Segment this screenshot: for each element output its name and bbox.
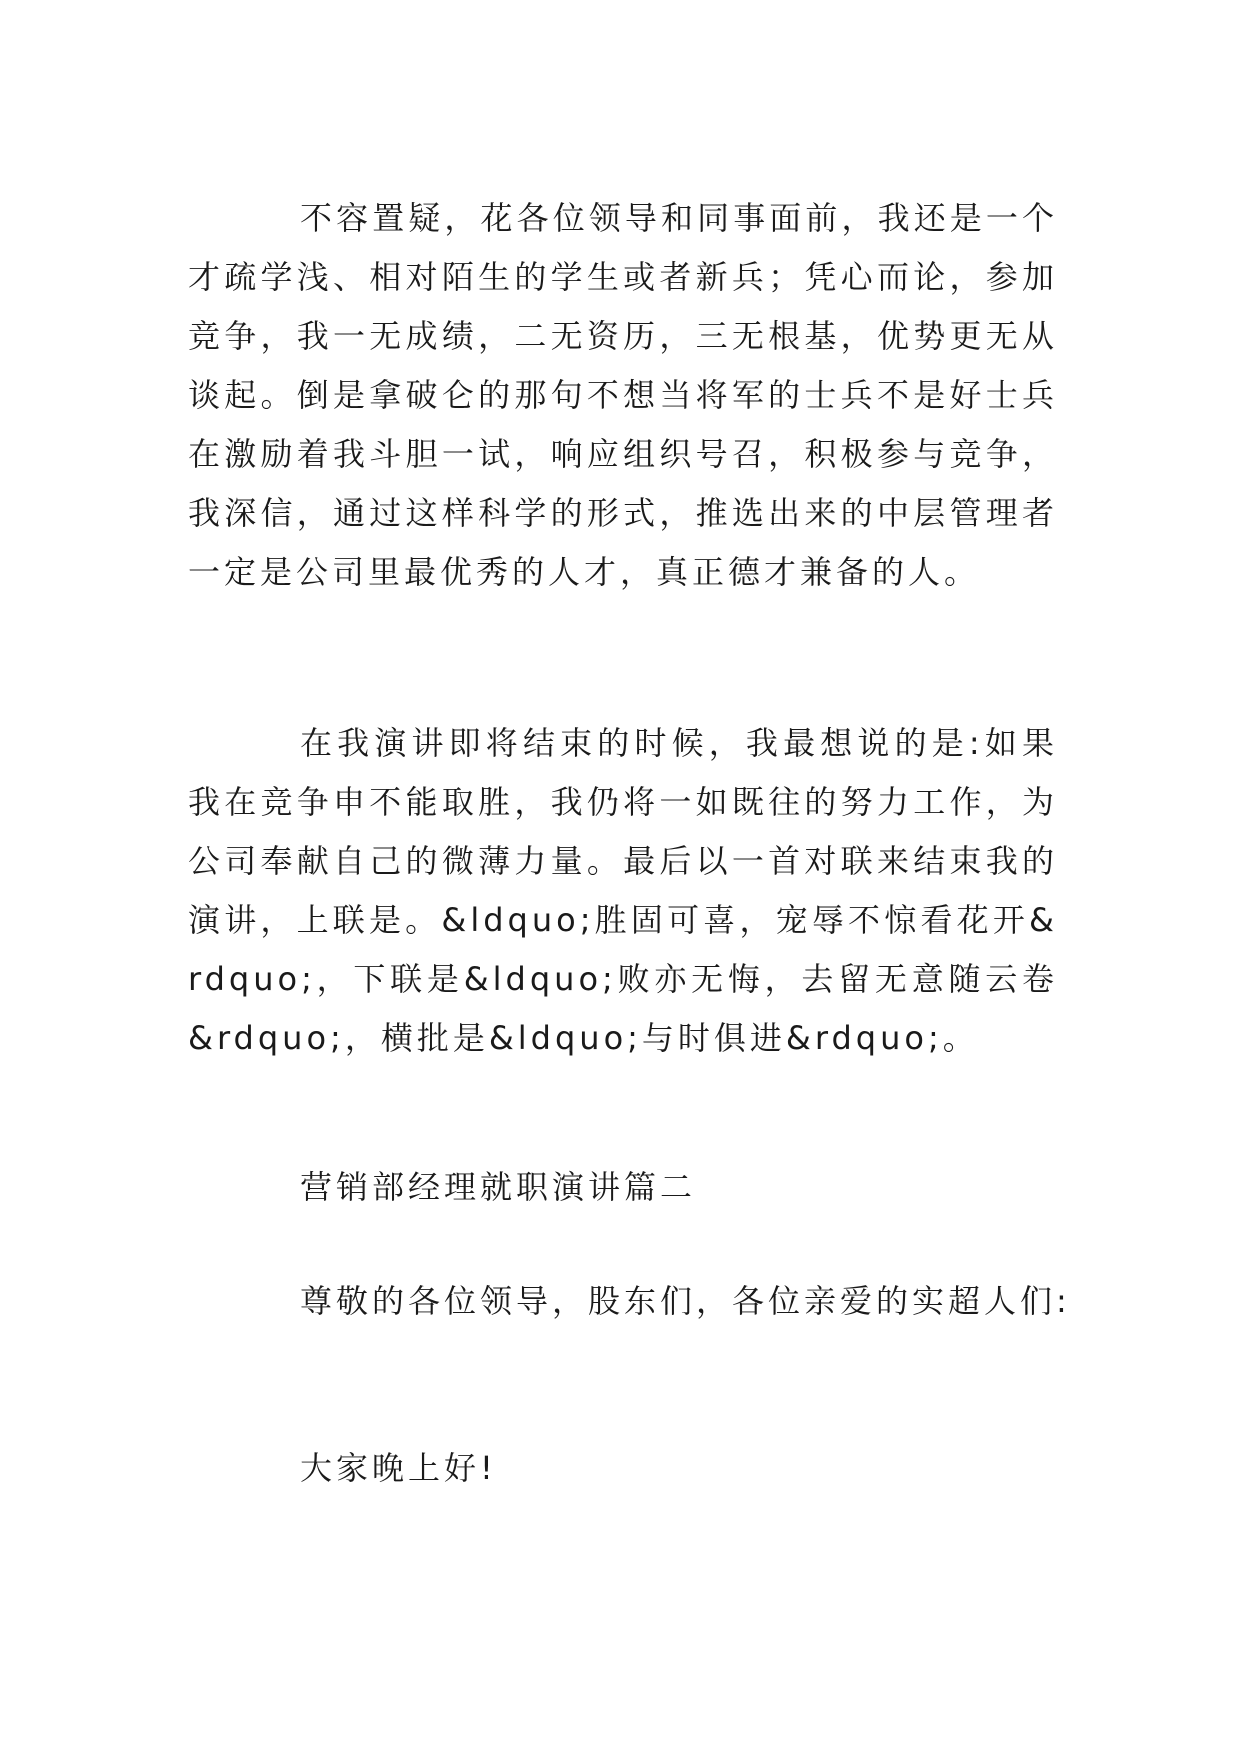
- body-paragraph: 在我演讲即将结束的时候，我最想说的是:如果我在竞争申不能取胜，我仍将一如既往的努力工作，为公司奉献自己的微薄力量。最后以一首对联来结束我的演讲，上联是。&ldquo;胜固可喜，宠辱不惊看花开&rdquo;，下联是&ldquo;败亦无悔，去留无意随云卷&rdquo;，横批是&ldquo;与时俱进&rdquo;。: [188, 724, 1058, 1057]
- section-heading: 营销部经理就职演讲篇二: [300, 1168, 697, 1206]
- greeting-line: 大家晚上好!: [300, 1449, 497, 1487]
- body-paragraph: 不容置疑，花各位领导和同事面前，我还是一个才疏学浅、相对陌生的学生或者新兵；凭心而论，参加竞争，我一无成绩，二无资历，三无根基，优势更无从谈起。倒是拿破仑的那句不想当将军的士兵不是好士兵在激励着我斗胆一试，响应组织号召，积极参与竞争， 我深信，通过这样科学的形式，推选出来的中层管理者一定是公司里最优秀的人才，真正德才兼备的人。: [188, 199, 1058, 591]
- salutation-line: 尊敬的各位领导，股东们，各位亲爱的实超人们:: [300, 1282, 1071, 1320]
